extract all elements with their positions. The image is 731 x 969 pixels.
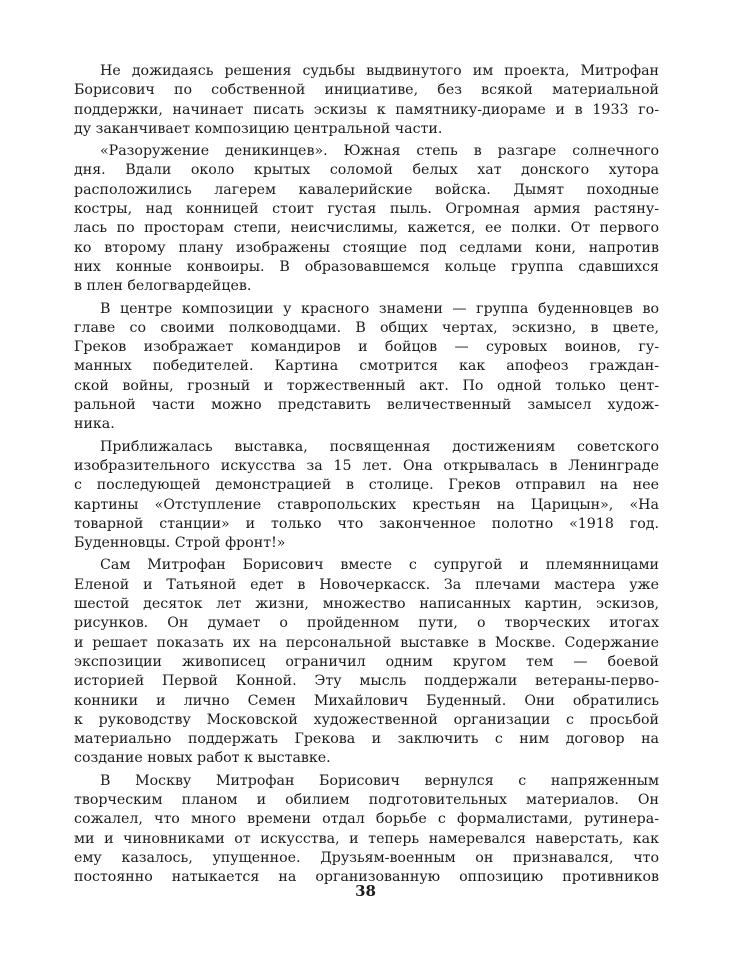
text-line: лась по просторам степи, неисчислимы, кажется, ее полки. От первого (74, 220, 659, 237)
text-line: поддержки, начинает писать эскизы к памятнику-диораме и в 1933 го- (74, 101, 659, 118)
text-line: Борисович по собственной инициативе, без всякой материальной (74, 82, 659, 99)
paragraph (74, 438, 659, 554)
text-line: «Разоружение деникинцев». Южная степь в разгаре солнечного (100, 143, 659, 160)
page-number: 38 (355, 882, 376, 900)
text-line: В центре композиции у красного знамени — группа буденновцев во (100, 300, 659, 317)
paragraph (74, 142, 659, 296)
text-line: творческим планом и обилием подготовительных материалов. Он (74, 791, 659, 808)
text-line: дня. Вдали около крытых соломой белых хат донского хутора (74, 162, 659, 179)
text-line: шестой десяток лет жизни, множество написанных картин, эскизов, (74, 596, 659, 613)
text-line: ду заканчивает композицию центральной части. (74, 120, 443, 137)
text-line: Приближалась выставка, посвященная достижениям советского (100, 438, 659, 455)
text-line: них конные конвоиры. В образовавшемся кольце группа сдавшихся (74, 258, 659, 275)
paragraph (74, 300, 659, 435)
text-line: Греков изображает командиров и бойцов — суровых воинов, гу- (74, 339, 659, 356)
text-line: ника. (74, 416, 115, 433)
text-line: рисунков. Он думает о пройденном пути, о творческих итогах (74, 615, 659, 632)
text-line: создание новых работ к выставке. (74, 750, 331, 767)
text-line: В Москву Митрофан Борисович вернулся с напряженным (100, 772, 659, 789)
text-line: товарной станции» и только что законченное полотно «1918 год. (74, 515, 659, 532)
text-line: ему казалось, упущенное. Друзьям-военным он признавался, что (74, 849, 659, 866)
text-line: и решает показать их на персональной выставке в Москве. Содержание (74, 634, 659, 651)
text-line: к руководству Московской художественной организации с просьбой (74, 711, 659, 728)
text-line: главе со своими полководцами. В общих чертах, эскизно, в цвете, (74, 319, 659, 336)
text-line: Не дожидаясь решения судьбы выдвинутого им проекта, Митрофан (100, 63, 659, 79)
text-line: Сам Митрофан Борисович вместе с супругой и племянницами (100, 557, 659, 574)
text-line: изобразительного искусства за 15 лет. Она открывалась в Ленинграде (74, 457, 659, 474)
text-line: в плен белогвардейцев. (74, 278, 252, 295)
text-line: Буденновцы. Строй фронт!» (74, 535, 286, 552)
text-line: картины «Отступление ставропольских крестьян на Царицын», «На (74, 496, 659, 513)
text-line: расположились лагерем кавалерийские войска. Дымят походные (74, 181, 659, 198)
text-line: ральной части можно представить величественный замысел худож- (74, 397, 659, 414)
text-line: Еленой и Татьяной едет в Новочеркасск. За плечами мастера уже (74, 576, 659, 593)
document-body (74, 62, 659, 890)
text-line: ми и чиновниками от искусства, и теперь намеревался наверстать, как (74, 830, 659, 847)
text-line: с последующей демонстрацией в столице. Греков отправил на нее (74, 477, 659, 494)
text-line: материально поддержать Грекова и заключить с ним договор на (74, 731, 659, 748)
text-line: историей Первой Конной. Эту мысль поддержали ветераны-перво- (74, 673, 659, 690)
paragraph (74, 556, 659, 768)
text-line: ко второму плану изображены стоящие под седлами кони, напротив (74, 239, 659, 256)
text-line: ской войны, грозный и торжественный акт. По одной только цент- (74, 377, 659, 394)
text-line: экспозиции живописец ограничил одним кругом тем — боевой (74, 653, 659, 670)
paragraph (74, 62, 659, 139)
text-line: костры, над конницей стоит густая пыль. Огромная армия растяну- (74, 201, 659, 218)
paragraph (74, 772, 659, 888)
text-line: манных победителей. Картина смотрится как апофеоз граждан- (74, 358, 659, 375)
text-line: постоянно натыкается на организованную оппозицию противников (74, 869, 659, 886)
text-line: конники и лично Семен Михайлович Буденный. Они обратились (74, 692, 659, 709)
text-line: сожалел, что много времени отдал борьбе с формалистами, рутинера- (74, 811, 659, 828)
